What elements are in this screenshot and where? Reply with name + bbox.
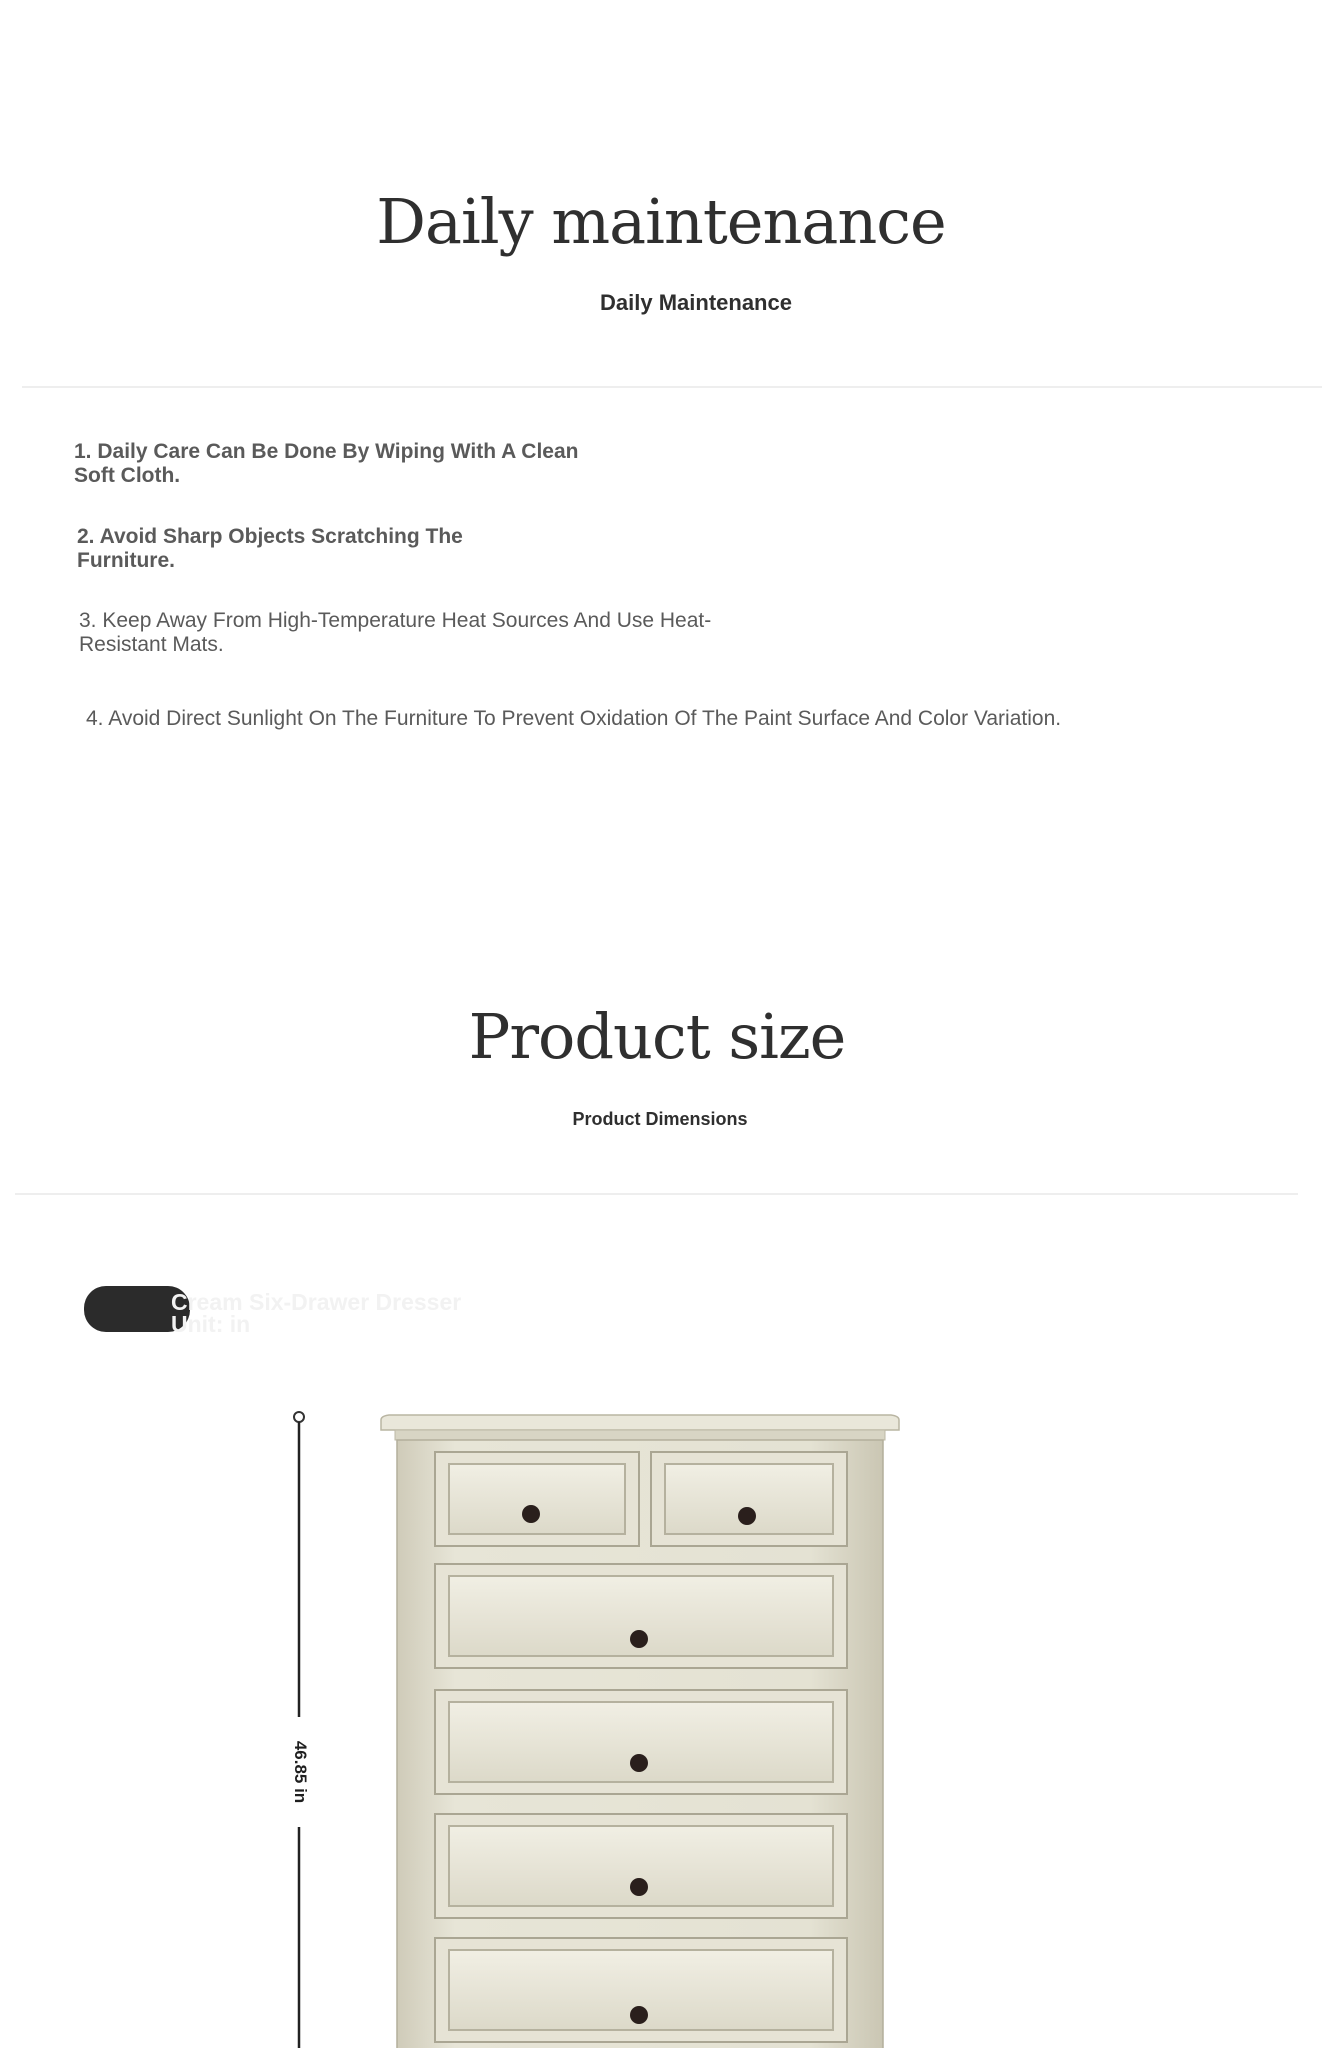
- drawer: [435, 1814, 847, 1918]
- product-size-subtitle: Product Dimensions: [572, 1109, 748, 1129]
- maintenance-item: 1. Daily Care Can Be Done By Wiping With A Clean Soft Cloth.: [74, 440, 579, 487]
- maintenance-subtitle: Daily Maintenance: [600, 290, 792, 315]
- drawer: [435, 1452, 639, 1546]
- dresser-name: Cream Six-Drawer Dresser: [171, 1289, 462, 1315]
- drawer: [435, 1938, 847, 2042]
- product-size-title: Product size: [468, 1000, 846, 1073]
- knob: [630, 1754, 648, 1772]
- unit-label: Unit: in: [171, 1311, 251, 1337]
- knob: [522, 1505, 540, 1523]
- divider: [22, 386, 1322, 388]
- maintenance-title: Daily maintenance: [376, 185, 946, 258]
- maintenance-item: 4. Avoid Direct Sunlight On The Furniture To Prevent Oxidation Of The Paint Surface And Color Variation.: [86, 707, 1062, 730]
- drawer: [435, 1690, 847, 1794]
- maintenance-item: 2. Avoid Sharp Objects Scratching The Furniture.: [77, 525, 463, 572]
- knob: [630, 2006, 648, 2024]
- knob: [630, 1878, 648, 1896]
- divider: [15, 1193, 1298, 1195]
- knob: [738, 1507, 756, 1525]
- maintenance-item: 3. Keep Away From High-Temperature Heat Sources And Use Heat-Resistant Mats.: [79, 609, 712, 656]
- knob: [630, 1630, 648, 1648]
- height-label: 46.85 in: [286, 1717, 310, 1827]
- drawer: [435, 1564, 847, 1668]
- dresser-image: [375, 1410, 905, 2048]
- drawer: [651, 1452, 847, 1546]
